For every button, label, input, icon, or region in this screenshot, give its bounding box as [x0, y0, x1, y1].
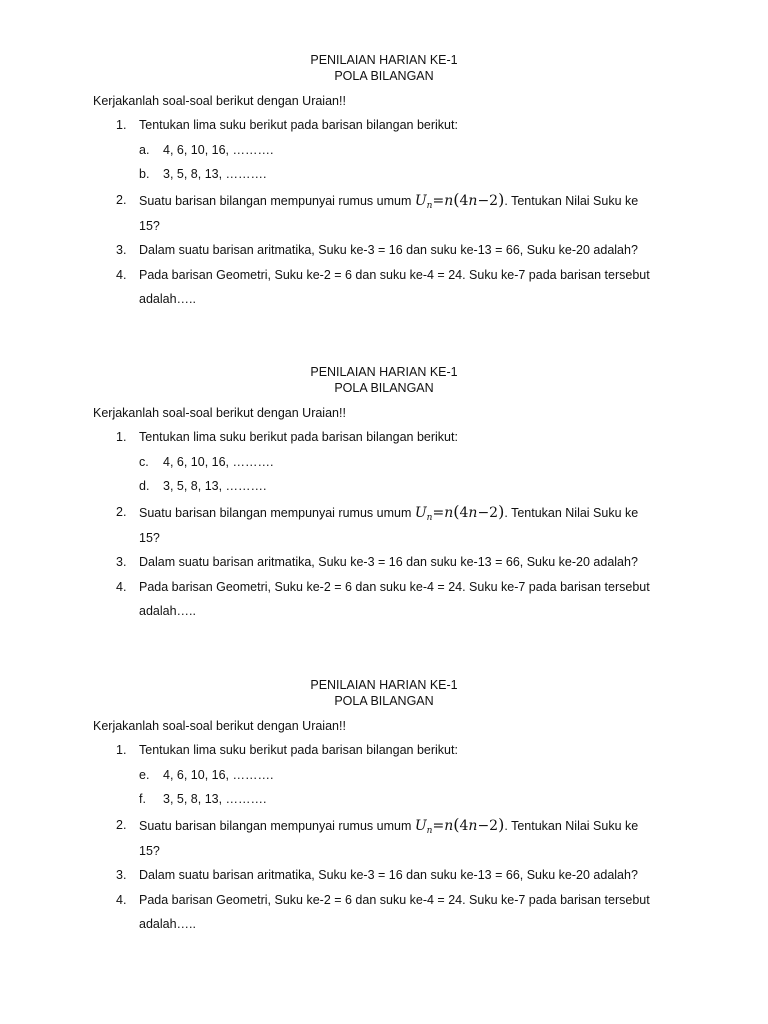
sub-question-letter: c.: [139, 455, 149, 469]
question-text: Dalam suatu barisan aritmatika, Suku ke-3 = 16 dan suku ke-13 = 66, Suku ke-20 adalah?: [139, 243, 638, 257]
question-text: 15?: [139, 844, 160, 858]
title-line-2: POLA BILANGAN: [334, 69, 434, 83]
question-text: adalah…..: [139, 292, 196, 306]
title-line-2: POLA BILANGAN: [334, 694, 434, 708]
formula: $U_n=n(4n-2)$: [414, 190, 505, 211]
exam-section-1: [0, 52, 768, 306]
formula: $U_n=n(4n-2)$: [414, 815, 505, 836]
sub-question-letter: b.: [139, 167, 150, 181]
title-line-2: POLA BILANGAN: [334, 381, 434, 395]
question-text-before-formula: Suatu barisan bilangan mempunyai rumus umum: [139, 506, 412, 520]
question-number: 2.: [116, 505, 127, 519]
question-text: Tentukan lima suku berikut pada barisan bilangan berikut:: [139, 118, 458, 132]
question-number: 4.: [116, 268, 127, 282]
instruction-text: Kerjakanlah soal-soal berikut dengan Uraian!!: [93, 94, 346, 108]
sub-question-text: 4, 6, 10, 16, ……….: [163, 455, 274, 469]
question-text: 15?: [139, 219, 160, 233]
sub-question-text: 3, 5, 8, 13, ……….: [163, 792, 267, 806]
instruction-text: Kerjakanlah soal-soal berikut dengan Uraian!!: [93, 719, 346, 733]
question-text: Dalam suatu barisan aritmatika, Suku ke-3 = 16 dan suku ke-13 = 66, Suku ke-20 adalah?: [139, 555, 638, 569]
question-number: 1.: [116, 743, 127, 757]
title-line-1: PENILAIAN HARIAN KE-1: [310, 365, 458, 379]
question-number: 3.: [116, 243, 127, 257]
question-number: 1.: [116, 118, 127, 132]
question-text-before-formula: Suatu barisan bilangan mempunyai rumus umum: [139, 194, 412, 208]
question-text-after-formula: . Tentukan Nilai Suku ke: [504, 194, 639, 208]
question-number: 4.: [116, 893, 127, 907]
question-text: 15?: [139, 531, 160, 545]
question-text: Pada barisan Geometri, Suku ke-2 = 6 dan suku ke-4 = 24. Suku ke-7 pada barisan tersebut: [139, 580, 650, 594]
question-number: 2.: [116, 193, 127, 207]
question-text: Pada barisan Geometri, Suku ke-2 = 6 dan suku ke-4 = 24. Suku ke-7 pada barisan tersebut: [139, 893, 650, 907]
question-text: [139, 817, 638, 839]
question-text-after-formula: . Tentukan Nilai Suku ke: [504, 819, 639, 833]
question-text: Tentukan lima suku berikut pada barisan bilangan berikut:: [139, 743, 458, 757]
sub-question-text: 4, 6, 10, 16, ……….: [163, 143, 274, 157]
question-text: adalah…..: [139, 917, 196, 931]
question-number: 4.: [116, 580, 127, 594]
question-number: 2.: [116, 818, 127, 832]
sub-question-text: 4, 6, 10, 16, ……….: [163, 768, 274, 782]
question-text: Dalam suatu barisan aritmatika, Suku ke-3 = 16 dan suku ke-13 = 66, Suku ke-20 adalah?: [139, 868, 638, 882]
instruction-text: Kerjakanlah soal-soal berikut dengan Uraian!!: [93, 406, 346, 420]
question-text: [139, 504, 638, 526]
question-number: 3.: [116, 555, 127, 569]
sub-question-text: 3, 5, 8, 13, ……….: [163, 479, 267, 493]
title-line-1: PENILAIAN HARIAN KE-1: [310, 678, 458, 692]
exam-section-2: [0, 364, 768, 618]
question-text: adalah…..: [139, 604, 196, 618]
sub-question-letter: f.: [139, 792, 146, 806]
question-number: 3.: [116, 868, 127, 882]
question-text: Tentukan lima suku berikut pada barisan bilangan berikut:: [139, 430, 458, 444]
question-text: [139, 192, 638, 214]
sub-question-letter: d.: [139, 479, 150, 493]
sub-question-letter: e.: [139, 768, 150, 782]
title-line-1: PENILAIAN HARIAN KE-1: [310, 53, 458, 67]
question-text-before-formula: Suatu barisan bilangan mempunyai rumus umum: [139, 819, 412, 833]
sub-question-text: 3, 5, 8, 13, ……….: [163, 167, 267, 181]
question-text-after-formula: . Tentukan Nilai Suku ke: [504, 506, 639, 520]
exam-section-3: [0, 677, 768, 931]
question-text: Pada barisan Geometri, Suku ke-2 = 6 dan suku ke-4 = 24. Suku ke-7 pada barisan tersebut: [139, 268, 650, 282]
question-number: 1.: [116, 430, 127, 444]
sub-question-letter: a.: [139, 143, 150, 157]
formula: $U_n=n(4n-2)$: [414, 502, 505, 523]
